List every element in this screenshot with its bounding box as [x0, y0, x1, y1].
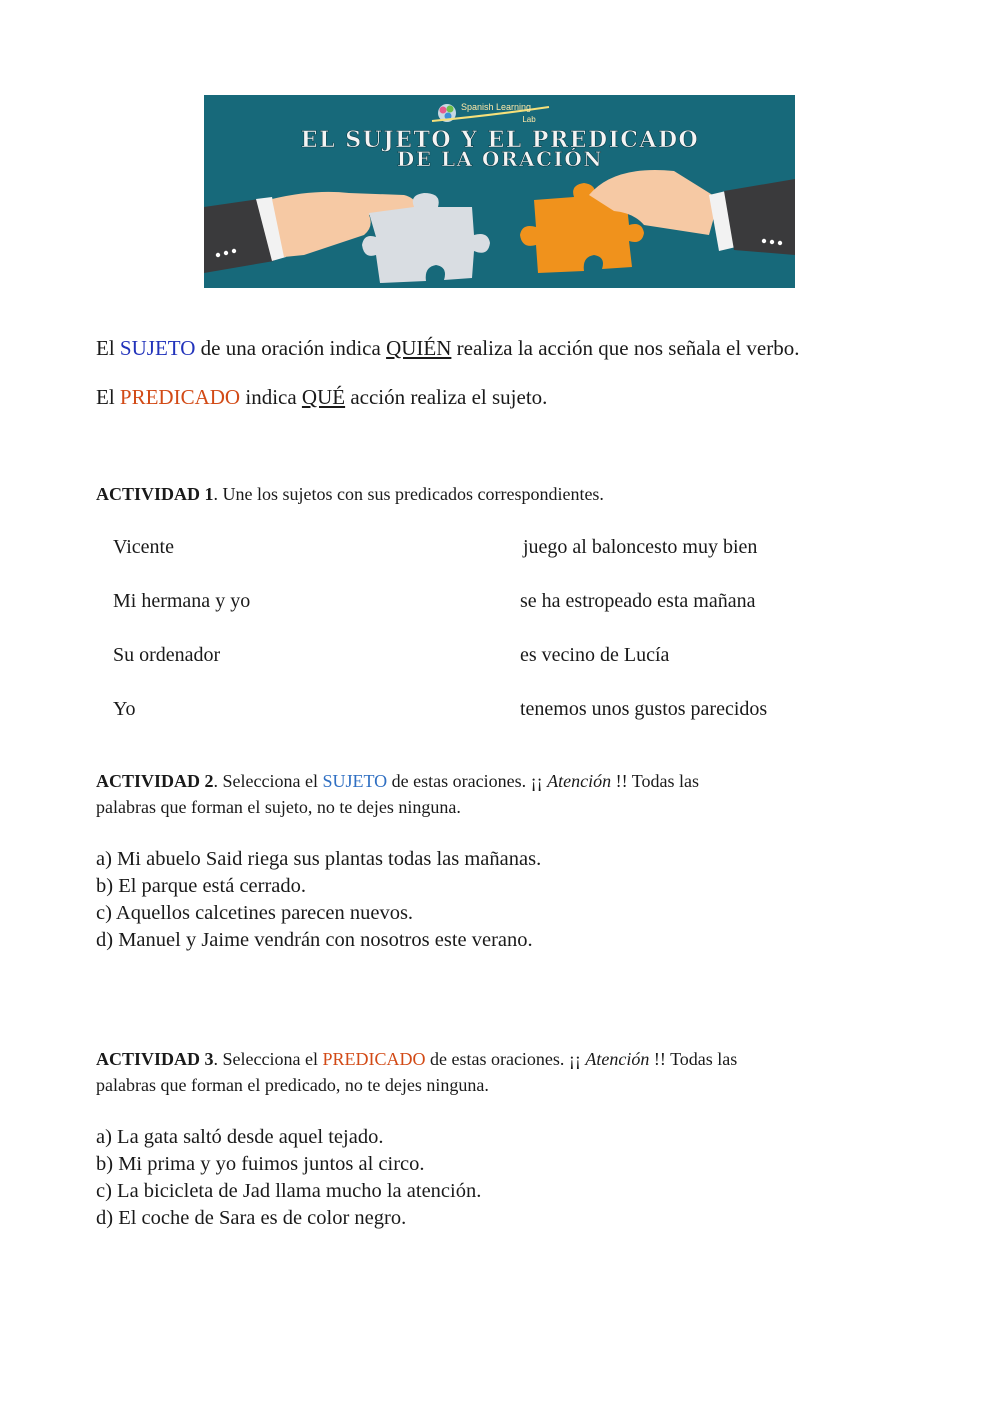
keyword-sujeto: SUJETO [119, 336, 196, 360]
activity3-heading [96, 1049, 737, 1070]
activity1-label: ACTIVIDAD 1 [96, 484, 214, 504]
banner-image [204, 95, 795, 288]
logo-text-line1: Spanish Learning [460, 102, 532, 112]
activity2-instruction: . Selecciona el [213, 771, 323, 791]
predicate-item[interactable]: es vecino de Lucía [520, 644, 670, 666]
keyword-sujeto: SUJETO [322, 771, 388, 791]
predicate-item[interactable]: se ha estropeado esta mañana [520, 590, 756, 612]
keyword-predicado: PREDICADO [119, 385, 241, 409]
activity3-sentence[interactable]: c) La bicicleta de Jad llama mucho la atención. [96, 1180, 482, 1202]
activity2-heading [96, 771, 699, 792]
activity2-sentence[interactable]: b) El parque está cerrado. [96, 875, 307, 897]
activity2-instruction: de estas oraciones. ¡¡ [387, 771, 548, 791]
activity2-sentence[interactable]: a) Mi abuelo Said riega sus plantas todas las mañanas. [96, 848, 542, 870]
banner-title-line1: EL SUJETO Y EL PREDICADO [300, 127, 700, 153]
logo-text-line2: Lab [522, 115, 536, 124]
activity3-instruction: de estas oraciones. ¡¡ [425, 1049, 586, 1069]
definition-predicado [96, 385, 547, 410]
underlined-que: QUÉ [301, 385, 346, 409]
activity2-label: ACTIVIDAD 2 [96, 771, 214, 791]
activity3-label: ACTIVIDAD 3 [96, 1049, 214, 1069]
definition-text: acción realiza el sujeto. [345, 385, 548, 409]
activity1-heading [96, 484, 604, 505]
keyword-predicado: PREDICADO [322, 1049, 426, 1069]
subject-item[interactable]: Su ordenador [113, 644, 221, 666]
activity2-sentence[interactable]: d) Manuel y Jaime vendrán con nosotros este verano. [96, 929, 533, 951]
activity2-instruction: !! Todas las [611, 771, 699, 791]
subject-item[interactable]: Yo [113, 698, 136, 720]
predicate-item[interactable]: tenemos unos gustos parecidos [520, 698, 768, 720]
banner-illustration [204, 95, 795, 288]
activity2-instruction-line2: palabras que forman el sujeto, no te dejes ninguna. [96, 797, 461, 817]
activity2-sentence[interactable]: c) Aquellos calcetines parecen nuevos. [96, 902, 414, 924]
subject-item[interactable]: Mi hermana y yo [113, 590, 251, 612]
definition-text: El [96, 336, 120, 360]
definition-sujeto [96, 336, 799, 361]
activity3-sentence[interactable]: d) El coche de Sara es de color negro. [96, 1207, 407, 1229]
activity3-instruction: !! Todas las [649, 1049, 738, 1069]
definition-text: indica [240, 385, 302, 409]
activity3-sentence[interactable]: b) Mi prima y yo fuimos juntos al circo. [96, 1153, 425, 1175]
definition-text: realiza la acción que nos señala el verbo. [451, 336, 800, 360]
definition-text: El [96, 385, 120, 409]
banner-title-line2: DE LA ORACIÓN [396, 147, 604, 171]
underlined-quien: QUIÉN [386, 336, 452, 360]
attention-word: Atención [585, 1049, 650, 1069]
activity3-sentence[interactable]: a) La gata saltó desde aquel tejado. [96, 1126, 384, 1148]
attention-word: Atención [547, 771, 612, 791]
subject-item[interactable]: Vicente [113, 536, 174, 558]
predicate-item[interactable]: juego al baloncesto muy bien [523, 536, 758, 558]
definition-text: de una oración indica [195, 336, 387, 360]
activity1-instruction: . Une los sujetos con sus predicados correspondientes. [213, 484, 604, 504]
activity3-instruction: . Selecciona el [213, 1049, 323, 1069]
activity3-instruction-line2: palabras que forman el predicado, no te dejes ninguna. [96, 1075, 489, 1095]
